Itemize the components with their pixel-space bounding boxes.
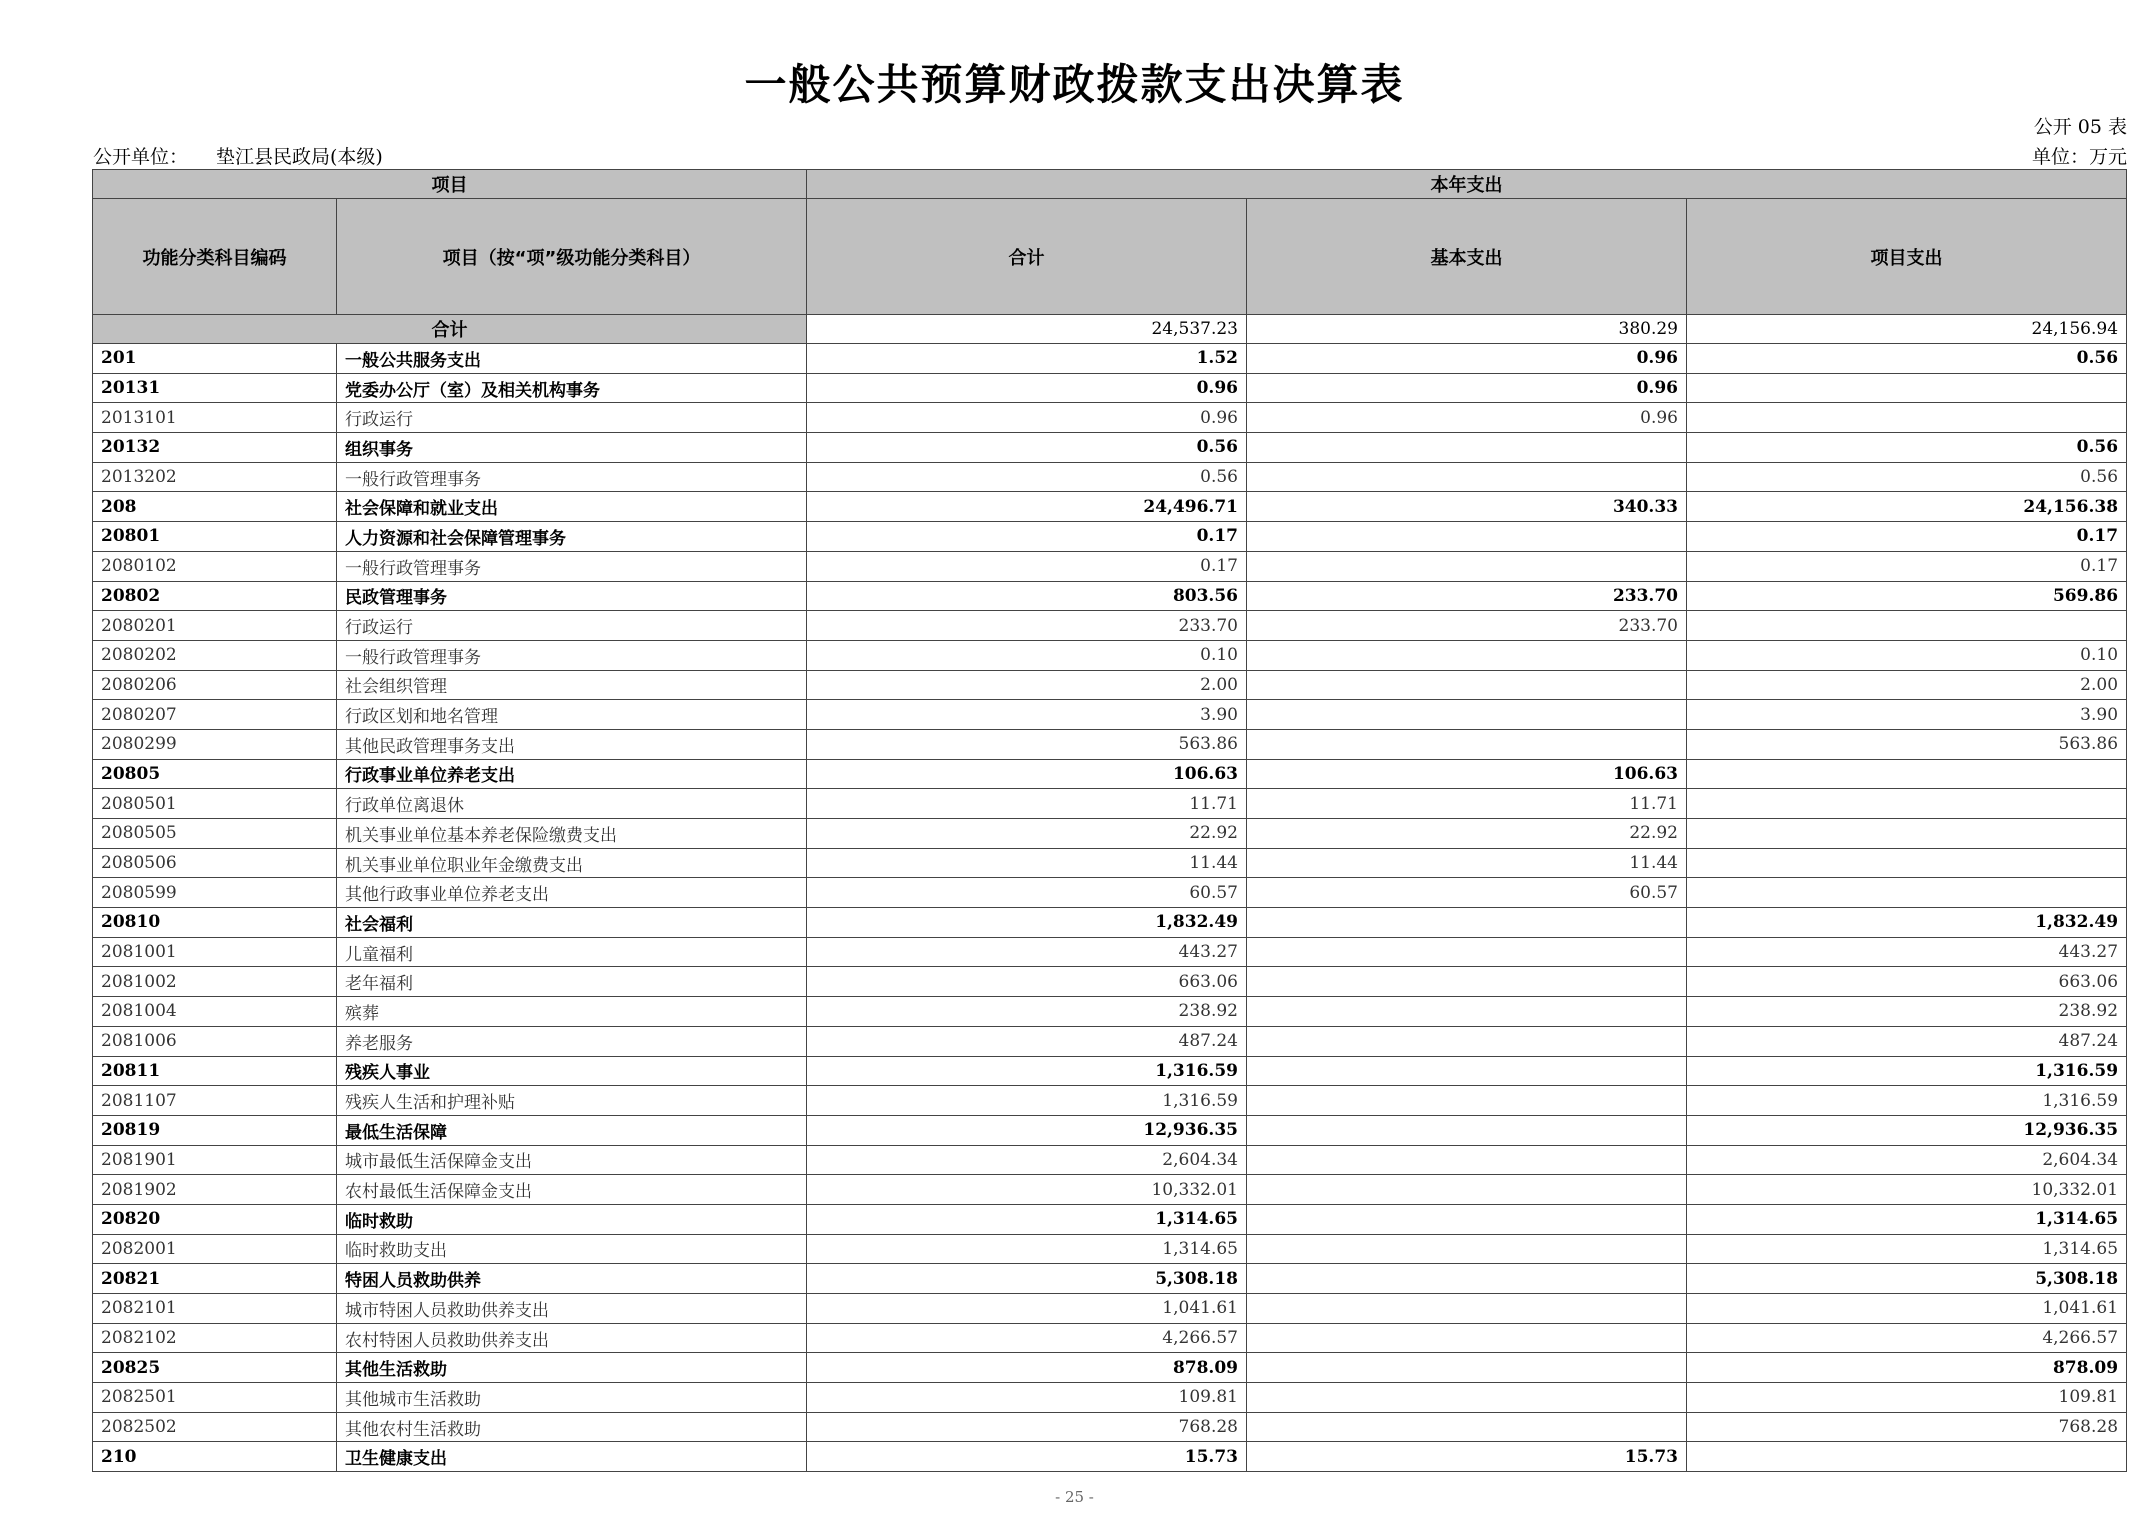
cell-code: 20801 (93, 522, 337, 552)
cell-project: 2,604.34 (1687, 1145, 2127, 1175)
cell-total: 15.73 (807, 1442, 1247, 1472)
table-row (93, 729, 2127, 759)
cell-basic: 233.70 (1247, 611, 1687, 641)
cell-basic: 340.33 (1247, 492, 1687, 522)
cell-total: 233.70 (807, 611, 1247, 641)
cell-basic (1247, 1323, 1687, 1353)
cell-total: 109.81 (807, 1383, 1247, 1413)
cell-name: 其他农村生活救助 (337, 1412, 807, 1442)
cell-total: 0.10 (807, 640, 1247, 670)
table-row (93, 1323, 2127, 1353)
table-row (93, 462, 2127, 492)
cell-basic (1247, 700, 1687, 730)
cell-project: 5,308.18 (1687, 1264, 2127, 1294)
cell-name: 机关事业单位基本养老保险缴费支出 (337, 819, 807, 849)
header-total: 合计 (807, 199, 1247, 315)
cell-code: 2013101 (93, 403, 337, 433)
cell-name: 特困人员救助供养 (337, 1264, 807, 1294)
cell-project: 109.81 (1687, 1383, 2127, 1413)
table-row (93, 403, 2127, 433)
unit-name: 垫江县民政局(本级) (216, 146, 383, 168)
cell-basic (1247, 1353, 1687, 1383)
cell-name: 其他城市生活救助 (337, 1383, 807, 1413)
page-title: 一般公共预算财政拨款支出决算表 (744, 60, 1405, 109)
cell-total: 106.63 (807, 759, 1247, 789)
cell-name: 一般行政管理事务 (337, 551, 807, 581)
cell-name: 儿童福利 (337, 937, 807, 967)
cell-total: 0.96 (807, 403, 1247, 433)
cell-project: 569.86 (1687, 581, 2127, 611)
table-row (93, 819, 2127, 849)
cell-basic (1247, 1086, 1687, 1116)
cell-total: 1,316.59 (807, 1086, 1247, 1116)
cell-basic: 11.44 (1247, 848, 1687, 878)
cell-code: 20805 (93, 759, 337, 789)
cell-project: 3.90 (1687, 700, 2127, 730)
cell-name: 老年福利 (337, 967, 807, 997)
cell-name: 人力资源和社会保障管理事务 (337, 522, 807, 552)
cell-total: 0.17 (807, 522, 1247, 552)
cell-project: 12,936.35 (1687, 1115, 2127, 1145)
cell-basic (1247, 1234, 1687, 1264)
disclosing-unit (93, 142, 383, 169)
cell-total: 22.92 (807, 819, 1247, 849)
cell-code: 210 (93, 1442, 337, 1472)
cell-name: 组织事务 (337, 433, 807, 463)
cell-basic (1247, 1204, 1687, 1234)
cell-project: 0.17 (1687, 551, 2127, 581)
cell-code: 2080207 (93, 700, 337, 730)
cell-total: 487.24 (807, 1026, 1247, 1056)
cell-name: 一般行政管理事务 (337, 462, 807, 492)
table-row (93, 1353, 2127, 1383)
cell-basic (1247, 1383, 1687, 1413)
cell-basic (1247, 670, 1687, 700)
cell-basic (1247, 1294, 1687, 1324)
cell-total: 1,316.59 (807, 1056, 1247, 1086)
cell-project: 0.10 (1687, 640, 2127, 670)
cell-total: 11.71 (807, 789, 1247, 819)
cell-name: 农村特困人员救助供养支出 (337, 1323, 807, 1353)
cell-total: 878.09 (807, 1353, 1247, 1383)
header-row-1 (93, 170, 2127, 199)
table-row (93, 908, 2127, 938)
cell-code: 2013202 (93, 462, 337, 492)
table-row (93, 1056, 2127, 1086)
cell-project: 487.24 (1687, 1026, 2127, 1056)
table-row (93, 1145, 2127, 1175)
cell-code: 2081901 (93, 1145, 337, 1175)
table-row (93, 759, 2127, 789)
cell-code: 20825 (93, 1353, 337, 1383)
cell-project: 10,332.01 (1687, 1175, 2127, 1205)
cell-code: 2080102 (93, 551, 337, 581)
cell-name: 行政事业单位养老支出 (337, 759, 807, 789)
header-project-spend: 项目支出 (1687, 199, 2127, 315)
table-row (93, 1086, 2127, 1116)
cell-name: 社会保障和就业支出 (337, 492, 807, 522)
cell-basic (1247, 1412, 1687, 1442)
cell-code: 20810 (93, 908, 337, 938)
cell-code: 2082001 (93, 1234, 337, 1264)
cell-name: 殡葬 (337, 997, 807, 1027)
cell-code: 2081002 (93, 967, 337, 997)
table-row (93, 1026, 2127, 1056)
table-row (93, 997, 2127, 1027)
cell-name: 残疾人生活和护理补贴 (337, 1086, 807, 1116)
cell-name: 最低生活保障 (337, 1115, 807, 1145)
cell-name: 行政运行 (337, 611, 807, 641)
cell-project (1687, 611, 2127, 641)
cell-code: 20821 (93, 1264, 337, 1294)
cell-basic (1247, 1115, 1687, 1145)
cell-code: 2081107 (93, 1086, 337, 1116)
cell-project: 4,266.57 (1687, 1323, 2127, 1353)
cell-total: 768.28 (807, 1412, 1247, 1442)
cell-basic (1247, 551, 1687, 581)
cell-total: 2.00 (807, 670, 1247, 700)
table-row (93, 492, 2127, 522)
table-row (93, 581, 2127, 611)
cell-project: 238.92 (1687, 997, 2127, 1027)
cell-code: 20131 (93, 373, 337, 403)
cell-code: 2082102 (93, 1323, 337, 1353)
table-row (93, 1294, 2127, 1324)
cell-name: 农村最低生活保障金支出 (337, 1175, 807, 1205)
table-row (93, 700, 2127, 730)
cell-name: 党委办公厅（室）及相关机构事务 (337, 373, 807, 403)
cell-total: 0.96 (807, 373, 1247, 403)
cell-basic (1247, 433, 1687, 463)
table-row (93, 551, 2127, 581)
cell-project: 563.86 (1687, 729, 2127, 759)
cell-code: 20820 (93, 1204, 337, 1234)
cell-name: 行政区划和地名管理 (337, 700, 807, 730)
unit-label: 公开单位： (93, 146, 189, 168)
cell-project (1687, 819, 2127, 849)
cell-project: 1,314.65 (1687, 1234, 2127, 1264)
cell-basic (1247, 1264, 1687, 1294)
table-row (93, 848, 2127, 878)
cell-code: 2080501 (93, 789, 337, 819)
cell-name: 其他行政事业单位养老支出 (337, 878, 807, 908)
cell-total: 1,832.49 (807, 908, 1247, 938)
table-row (93, 640, 2127, 670)
cell-code: 2080599 (93, 878, 337, 908)
table-number: 公开 05 表 (2033, 116, 2127, 138)
cell-project (1687, 789, 2127, 819)
total-label: 合计 (93, 315, 807, 344)
table-row (93, 1383, 2127, 1413)
cell-project (1687, 373, 2127, 403)
cell-name: 行政单位离退休 (337, 789, 807, 819)
cell-name: 养老服务 (337, 1026, 807, 1056)
header-project: 项目 (93, 170, 807, 199)
cell-basic: 233.70 (1247, 581, 1687, 611)
cell-project: 1,041.61 (1687, 1294, 2127, 1324)
cell-total: 0.56 (807, 462, 1247, 492)
cell-name: 民政管理事务 (337, 581, 807, 611)
table-row (93, 1264, 2127, 1294)
cell-basic (1247, 462, 1687, 492)
table-row (93, 1115, 2127, 1145)
table-row (93, 611, 2127, 641)
cell-code: 20802 (93, 581, 337, 611)
currency-unit: 单位：万元 (2031, 146, 2127, 168)
cell-project (1687, 403, 2127, 433)
cell-code: 20819 (93, 1115, 337, 1145)
cell-basic (1247, 1145, 1687, 1175)
cell-code: 2081004 (93, 997, 337, 1027)
cell-basic: 60.57 (1247, 878, 1687, 908)
cell-total: 1.52 (807, 344, 1247, 374)
cell-project: 0.56 (1687, 433, 2127, 463)
cell-basic (1247, 522, 1687, 552)
cell-total: 3.90 (807, 700, 1247, 730)
table-row (93, 433, 2127, 463)
cell-basic (1247, 640, 1687, 670)
table-row (93, 1204, 2127, 1234)
table-row (93, 373, 2127, 403)
cell-total: 1,314.65 (807, 1204, 1247, 1234)
table-row (93, 522, 2127, 552)
header-item: 项目（按“项”级功能分类科目） (337, 199, 807, 315)
cell-project: 1,832.49 (1687, 908, 2127, 938)
cell-total: 12,936.35 (807, 1115, 1247, 1145)
table-row (93, 670, 2127, 700)
cell-basic: 0.96 (1247, 373, 1687, 403)
cell-name: 临时救助支出 (337, 1234, 807, 1264)
cell-project: 663.06 (1687, 967, 2127, 997)
cell-total: 11.44 (807, 848, 1247, 878)
cell-name: 社会福利 (337, 908, 807, 938)
cell-basic (1247, 1056, 1687, 1086)
cell-name: 机关事业单位职业年金缴费支出 (337, 848, 807, 878)
cell-name: 临时救助 (337, 1204, 807, 1234)
cell-total: 803.56 (807, 581, 1247, 611)
table-row (93, 1442, 2127, 1472)
table-row (93, 937, 2127, 967)
cell-name: 城市最低生活保障金支出 (337, 1145, 807, 1175)
cell-code: 2080202 (93, 640, 337, 670)
cell-basic: 0.96 (1247, 403, 1687, 433)
table-row (93, 878, 2127, 908)
cell-project (1687, 759, 2127, 789)
cell-total: 4,266.57 (807, 1323, 1247, 1353)
cell-total: 563.86 (807, 729, 1247, 759)
cell-name: 其他生活救助 (337, 1353, 807, 1383)
cell-total: 238.92 (807, 997, 1247, 1027)
cell-code: 201 (93, 344, 337, 374)
cell-project: 1,314.65 (1687, 1204, 2127, 1234)
cell-total: 60.57 (807, 878, 1247, 908)
table-row (93, 1412, 2127, 1442)
total-basic: 380.29 (1247, 315, 1687, 344)
cell-project: 768.28 (1687, 1412, 2127, 1442)
cell-basic: 0.96 (1247, 344, 1687, 374)
total-row (93, 315, 2127, 344)
cell-name: 一般行政管理事务 (337, 640, 807, 670)
header-basic: 基本支出 (1247, 199, 1687, 315)
cell-code: 20811 (93, 1056, 337, 1086)
cell-name: 残疾人事业 (337, 1056, 807, 1086)
header-year-spend: 本年支出 (807, 170, 2127, 199)
page-number: - 25 - (1055, 1488, 1094, 1506)
table-row (93, 789, 2127, 819)
cell-basic (1247, 1175, 1687, 1205)
cell-project: 1,316.59 (1687, 1056, 2127, 1086)
cell-name: 其他民政管理事务支出 (337, 729, 807, 759)
cell-project (1687, 848, 2127, 878)
cell-code: 2082501 (93, 1383, 337, 1413)
table-row (93, 1234, 2127, 1264)
cell-basic (1247, 937, 1687, 967)
cell-basic (1247, 908, 1687, 938)
total-project: 24,156.94 (1687, 315, 2127, 344)
table-row (93, 344, 2127, 374)
cell-project: 0.56 (1687, 462, 2127, 492)
cell-basic (1247, 997, 1687, 1027)
cell-basic: 22.92 (1247, 819, 1687, 849)
cell-project: 443.27 (1687, 937, 2127, 967)
cell-total: 443.27 (807, 937, 1247, 967)
cell-total: 5,308.18 (807, 1264, 1247, 1294)
cell-basic: 11.71 (1247, 789, 1687, 819)
cell-total: 0.17 (807, 551, 1247, 581)
cell-total: 10,332.01 (807, 1175, 1247, 1205)
cell-project: 878.09 (1687, 1353, 2127, 1383)
cell-total: 0.56 (807, 433, 1247, 463)
cell-total: 1,041.61 (807, 1294, 1247, 1324)
cell-code: 2082502 (93, 1412, 337, 1442)
cell-project: 2.00 (1687, 670, 2127, 700)
header-code: 功能分类科目编码 (93, 199, 337, 315)
cell-project (1687, 878, 2127, 908)
cell-code: 2081006 (93, 1026, 337, 1056)
cell-total: 2,604.34 (807, 1145, 1247, 1175)
cell-total: 1,314.65 (807, 1234, 1247, 1264)
cell-code: 2081902 (93, 1175, 337, 1205)
cell-code: 2081001 (93, 937, 337, 967)
total-sum: 24,537.23 (807, 315, 1247, 344)
cell-project: 24,156.38 (1687, 492, 2127, 522)
cell-basic: 15.73 (1247, 1442, 1687, 1472)
cell-name: 社会组织管理 (337, 670, 807, 700)
table-row (93, 1175, 2127, 1205)
cell-code: 2080201 (93, 611, 337, 641)
cell-project: 0.17 (1687, 522, 2127, 552)
cell-basic (1247, 967, 1687, 997)
cell-code: 2080506 (93, 848, 337, 878)
budget-table (92, 169, 2127, 1472)
cell-basic: 106.63 (1247, 759, 1687, 789)
header-row-2 (93, 199, 2127, 315)
cell-project: 0.56 (1687, 344, 2127, 374)
cell-total: 663.06 (807, 967, 1247, 997)
cell-name: 一般公共服务支出 (337, 344, 807, 374)
cell-project (1687, 1442, 2127, 1472)
cell-code: 2080505 (93, 819, 337, 849)
cell-code: 2080299 (93, 729, 337, 759)
cell-total: 24,496.71 (807, 492, 1247, 522)
cell-project: 1,316.59 (1687, 1086, 2127, 1116)
cell-code: 2082101 (93, 1294, 337, 1324)
cell-name: 卫生健康支出 (337, 1442, 807, 1472)
cell-code: 20132 (93, 433, 337, 463)
cell-code: 2080206 (93, 670, 337, 700)
table-row (93, 967, 2127, 997)
cell-name: 行政运行 (337, 403, 807, 433)
cell-name: 城市特困人员救助供养支出 (337, 1294, 807, 1324)
cell-code: 208 (93, 492, 337, 522)
cell-basic (1247, 1026, 1687, 1056)
cell-basic (1247, 729, 1687, 759)
